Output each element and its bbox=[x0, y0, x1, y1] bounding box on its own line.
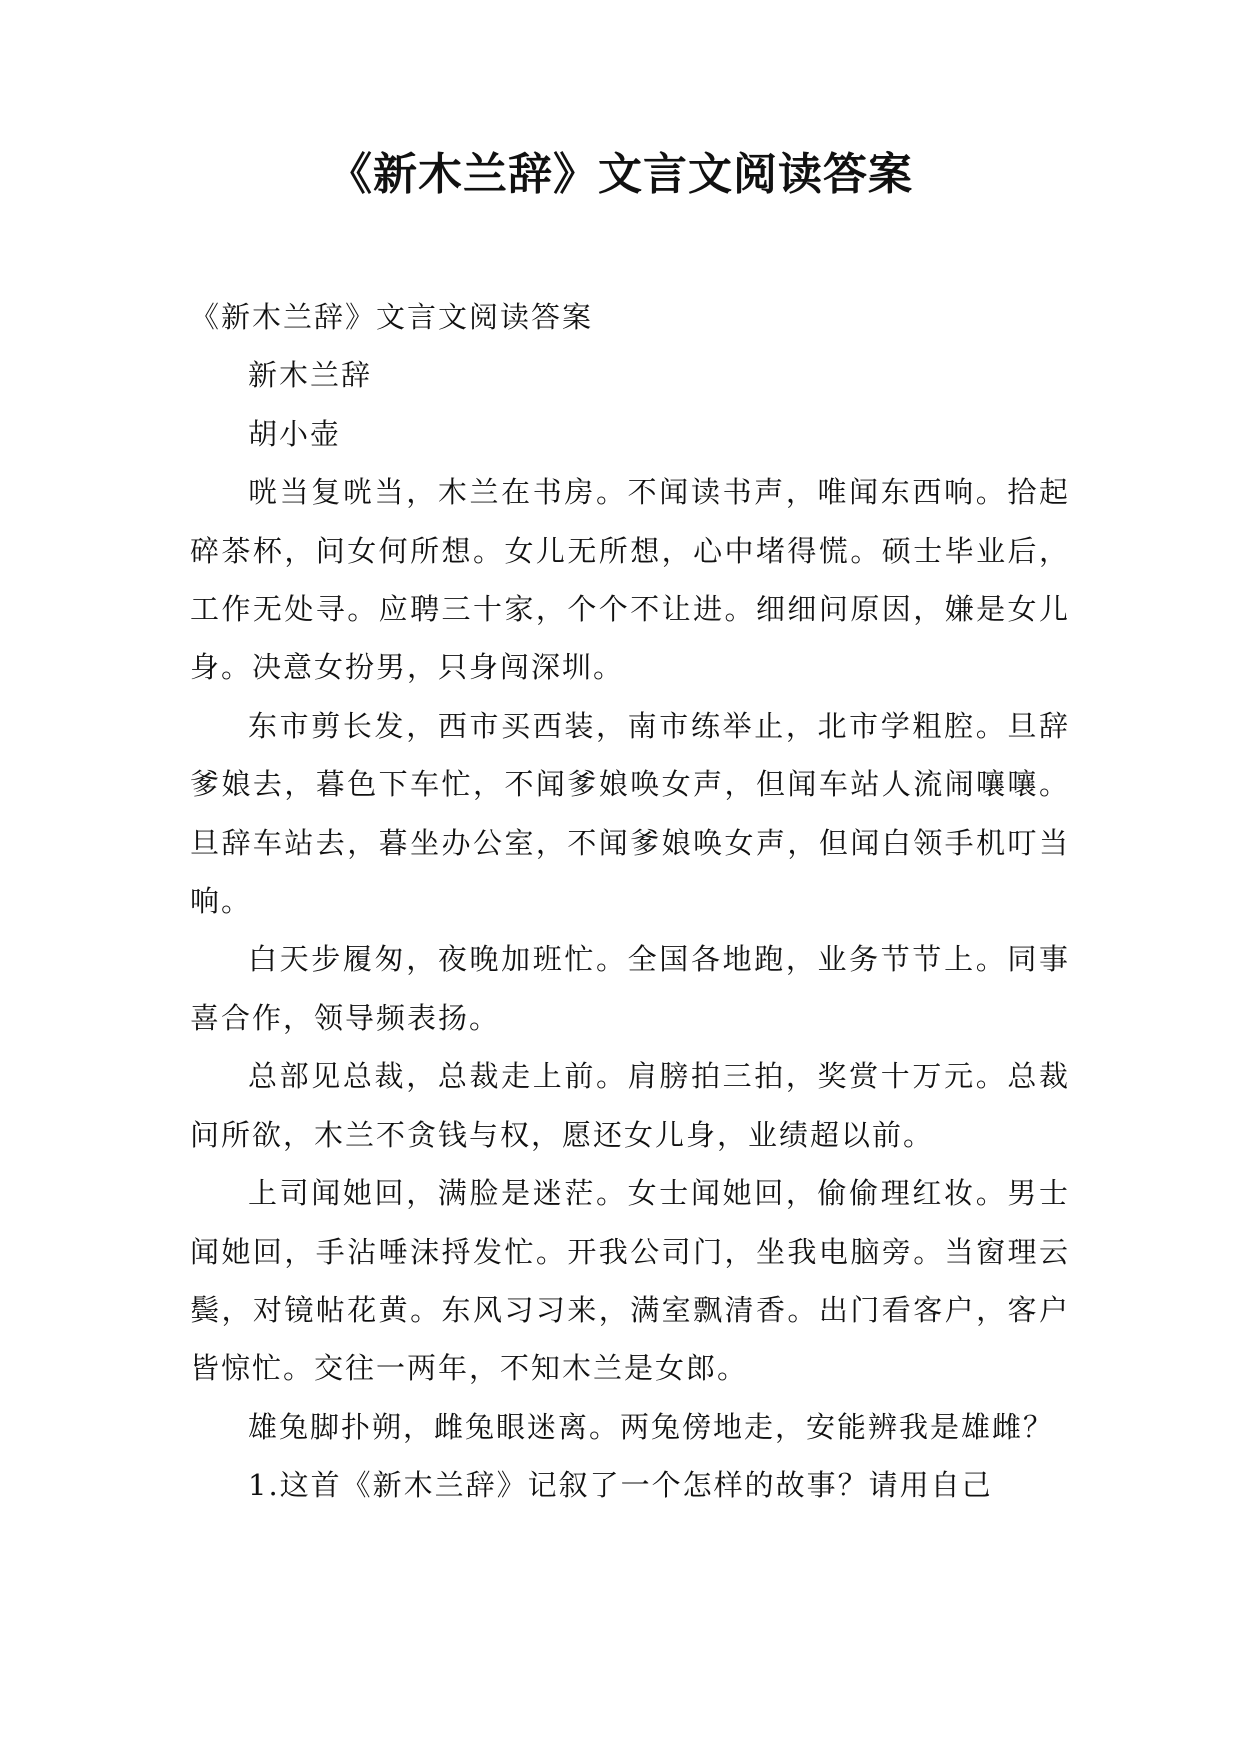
poem-title: 新木兰辞 bbox=[248, 358, 373, 393]
article-heading: 《新木兰辞》文言文阅读答案 bbox=[190, 300, 594, 334]
paragraph: 咣当复咣当，木兰在书房。不闻读书声，唯闻东西响。拾起碎茶杯，问女何所想。女儿无所想，心中堵得慌。硕士毕业后，工作无处寻。应聘三十家，个个不让进。细细问原因，嫌是女儿身。决意女扮男，只身闯深圳。 bbox=[190, 475, 1070, 685]
paragraph: 总部见总裁，总裁走上前。肩膀拍三拍，奖赏十万元。总裁问所欲，木兰不贪钱与权，愿还女儿身，业绩超以前。 bbox=[190, 1059, 1070, 1152]
poem-author: 胡小壶 bbox=[248, 416, 342, 451]
paragraph: 东市剪长发，西市买西装，南市练举止，北市学粗腔。旦辞爹娘去，暮色下车忙，不闻爹娘唤女声，但闻车站人流闹嚷嚷。旦辞车站去，暮坐办公室，不闻爹娘唤女声，但闻白领手机叮当响。 bbox=[190, 708, 1070, 919]
question: 1.这首《新木兰辞》记叙了一个怎样的故事？请用自己 bbox=[248, 1468, 993, 1503]
paragraph: 白天步履匆，夜晚加班忙。全国各地跑，业务节节上。同事喜合作，领导频表扬。 bbox=[190, 942, 1070, 1035]
page-title: 《新木兰辞》文言文阅读答案 bbox=[328, 149, 913, 200]
document-body bbox=[190, 288, 1070, 1515]
paragraph: 雄兔脚扑朔，雌兔眼迷离。两兔傍地走，安能辨我是雄雌？ bbox=[248, 1409, 1055, 1444]
paragraph: 上司闻她回，满脸是迷茫。女士闻她回，偷偷理红妆。男士闻她回，手沾唾沫捋发忙。开我公司门，坐我电脑旁。当窗理云鬓，对镜帖花黄。东风习习来，满室飘清香。出门看客户，客户皆惊忙。交往一两年，不知木兰是女郎。 bbox=[190, 1176, 1070, 1386]
